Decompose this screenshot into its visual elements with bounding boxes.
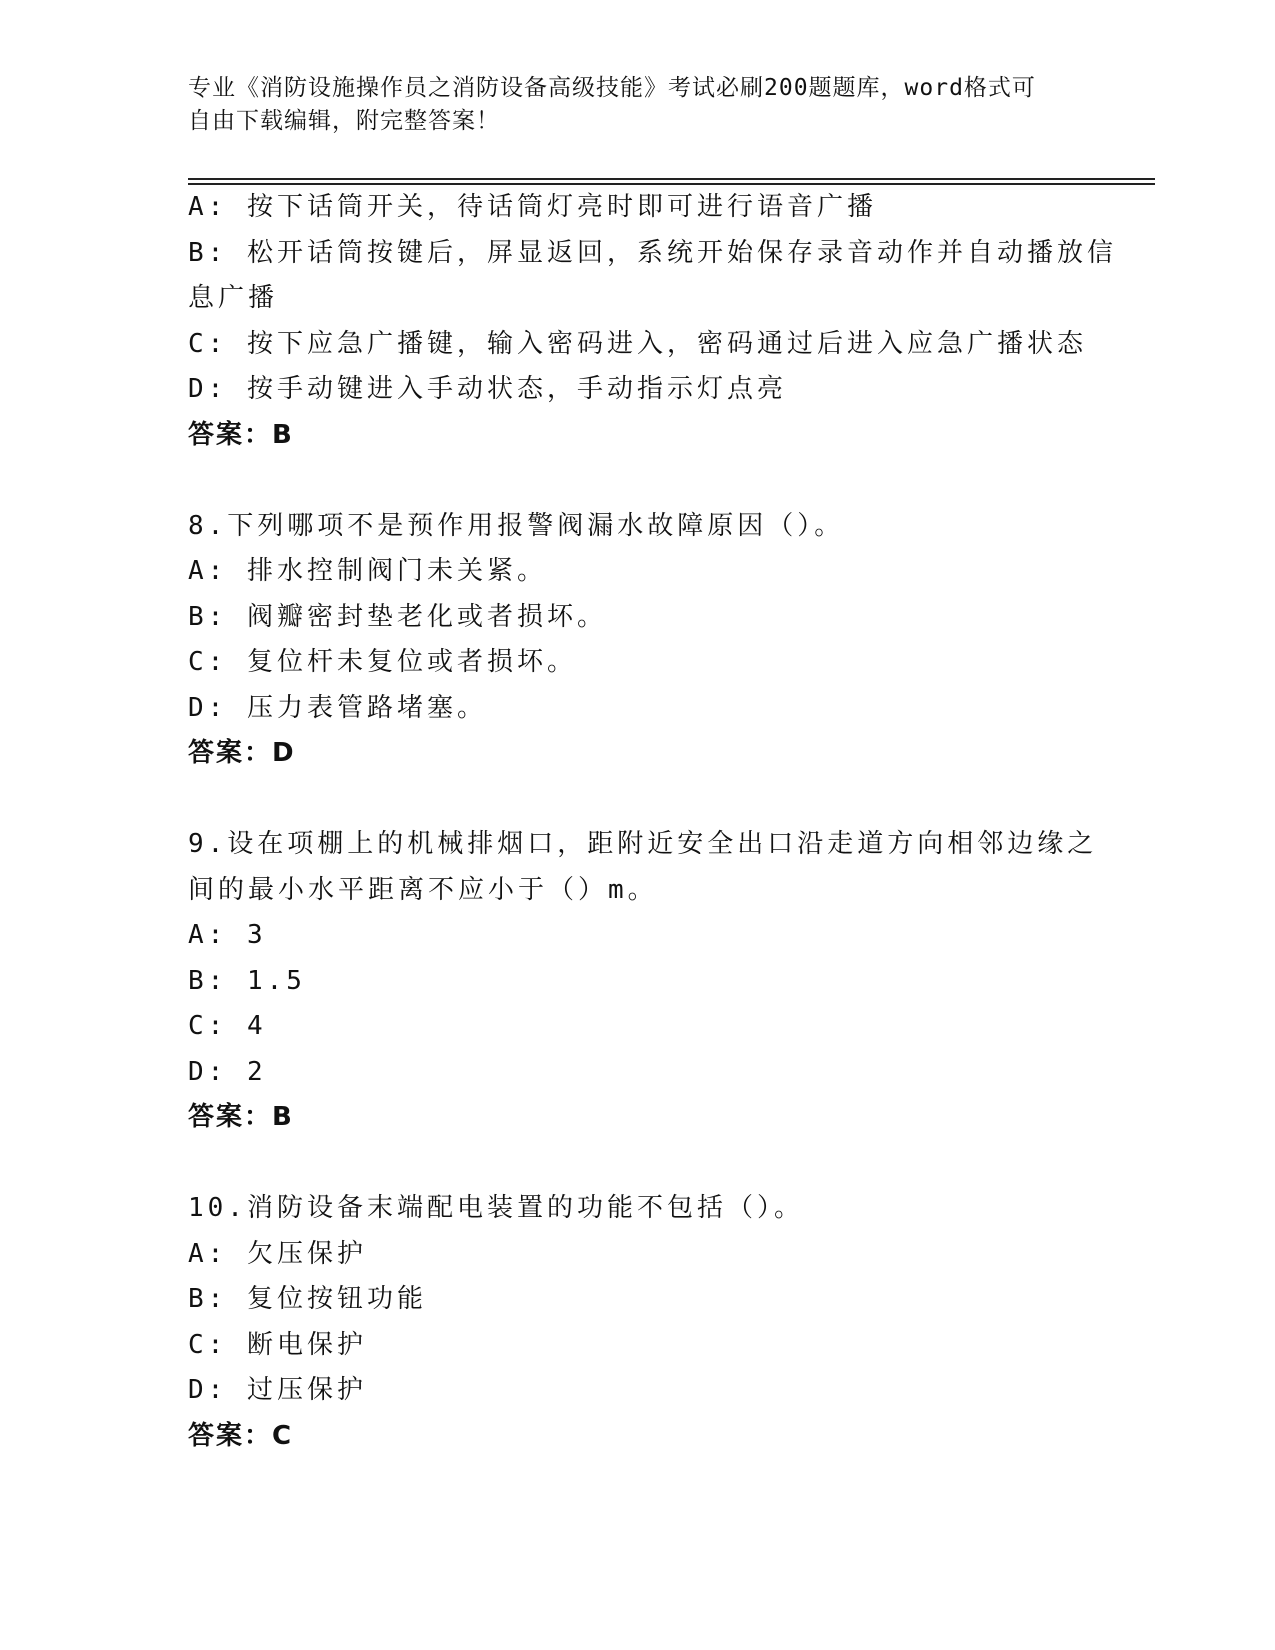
- option-a: A: 欠压保护: [188, 1238, 367, 1269]
- question-text-continued: 间的最小水平距离不应小于（）m。: [188, 874, 658, 905]
- option-c: C: 按下应急广播键，输入密码进入，密码通过后进入应急广播状态: [188, 328, 1087, 359]
- question-text: 10.消防设备末端配电装置的功能不包括（）。: [188, 1193, 804, 1223]
- question-7: [188, 185, 1117, 458]
- option-b: B: 复位按钮功能: [188, 1284, 427, 1314]
- question-list: [188, 185, 1117, 1459]
- option-b-continued: 息广播: [188, 283, 279, 313]
- option-d: D: 按手动键进入手动状态，手动指示灯点亮: [188, 374, 787, 404]
- answer: 答案：C: [188, 1420, 294, 1451]
- option-d: D: 压力表管路堵塞。: [188, 692, 487, 723]
- question-10: [188, 1186, 1088, 1459]
- option-c: C: 断电保护: [188, 1329, 367, 1360]
- answer: 答案：B: [188, 1102, 294, 1132]
- option-b: B: 松开话筒按键后，屏显返回，系统开始保存录音动作并自动播放信: [188, 237, 1117, 268]
- spacer: [188, 458, 1088, 504]
- header-title-line-1: 专业《消防设施操作员之消防设备高级技能》考试必刷200题题库，word格式可: [188, 75, 1036, 101]
- answer: 答案：B: [188, 419, 294, 450]
- question-text: 9.设在项棚上的机械排烟口，距附近安全出口沿走道方向相邻边缘之: [188, 829, 1098, 859]
- spacer: [188, 1141, 1088, 1187]
- option-d: D: 2: [188, 1056, 267, 1087]
- question-8: [188, 504, 1088, 777]
- option-a: A: 排水控制阀门未关紧。: [188, 556, 547, 586]
- question-9: [188, 822, 1098, 1141]
- document-header: [188, 72, 1068, 138]
- option-c: C: 4: [188, 1011, 267, 1041]
- option-a: A: 3: [188, 920, 267, 950]
- option-d: D: 过压保护: [188, 1375, 367, 1405]
- answer: 答案：D: [188, 738, 296, 768]
- option-a: A: 按下话筒开关，待话筒灯亮时即可进行语音广播: [188, 192, 877, 222]
- question-text: 8.下列哪项不是预作用报警阀漏水故障原因（）。: [188, 510, 845, 541]
- option-c: C: 复位杆未复位或者损坏。: [188, 647, 577, 677]
- option-b: B: 1.5: [188, 965, 306, 996]
- option-b: B: 阀瓣密封垫老化或者损坏。: [188, 601, 607, 632]
- header-divider-top: [188, 178, 1155, 180]
- spacer: [188, 777, 1088, 823]
- header-title-line-2: 自由下载编辑，附完整答案！: [188, 108, 500, 134]
